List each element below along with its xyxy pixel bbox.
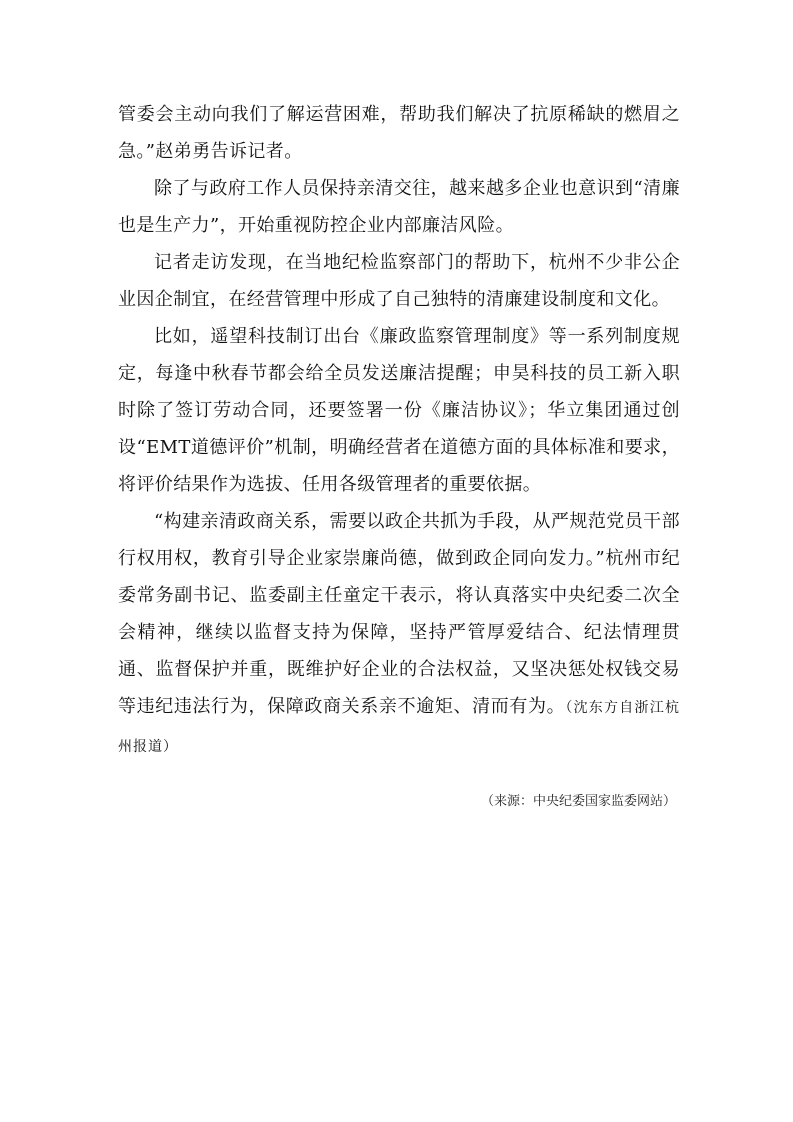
paragraph-company-examples: 比如，遥望科技制订出台《廉政监察管理制度》等一系列制度规定，每逢中秋春节都会给全员发送廉洁提醒；申昊科技的员工新入职时除了签订劳动合同，还要签署一份《廉洁协议》；华立集团通过创设“EMT道德评价”机制，明确经营者在道德方面的具体标准和要求，将评价结果作为选拔、任用各级管理者的重要依据。 <box>118 326 680 495</box>
paragraph-reporter-findings: 记者走访发现，在当地纪检监察部门的帮助下，杭州不少非公企业因企制宜，在经营管理中形成了自己独特的清廉建设制度和文化。 <box>118 252 680 310</box>
reporter-byline: （沈东方自浙江杭州报道） <box>118 700 680 755</box>
source-note: （来源：中央纪委国家监委网站） <box>480 794 676 809</box>
official-quote-text: “构建亲清政商关系，需要以政企共抓为手段，从严规范党员干部行权用权，教育引导企业家崇廉尚德，做到政企同向发力。”杭州市纪委常务副书记、监委副主任童定干表示，将认真落实中央纪委二次全会精神，继续以监督支持为保障，坚持严管厚爱结合、纪法情理贯通、监督保护并重，既维护好企业的合法权益，又坚决惩处权钱交易等违纪违法行为，保障政商关系亲不逾矩、清而有为。 <box>118 511 680 717</box>
paragraph-official-quote <box>118 503 680 766</box>
paragraph-clean-productivity: 除了与政府工作人员保持亲清交往，越来越多企业也意识到“清廉也是生产力”，开始重视防控企业内部廉洁风险。 <box>118 178 680 236</box>
article-body <box>118 96 680 766</box>
paragraph-continuation: 管委会主动向我们了解运营困难，帮助我们解决了抗原稀缺的燃眉之急。”赵弟勇告诉记者。 <box>118 104 680 162</box>
